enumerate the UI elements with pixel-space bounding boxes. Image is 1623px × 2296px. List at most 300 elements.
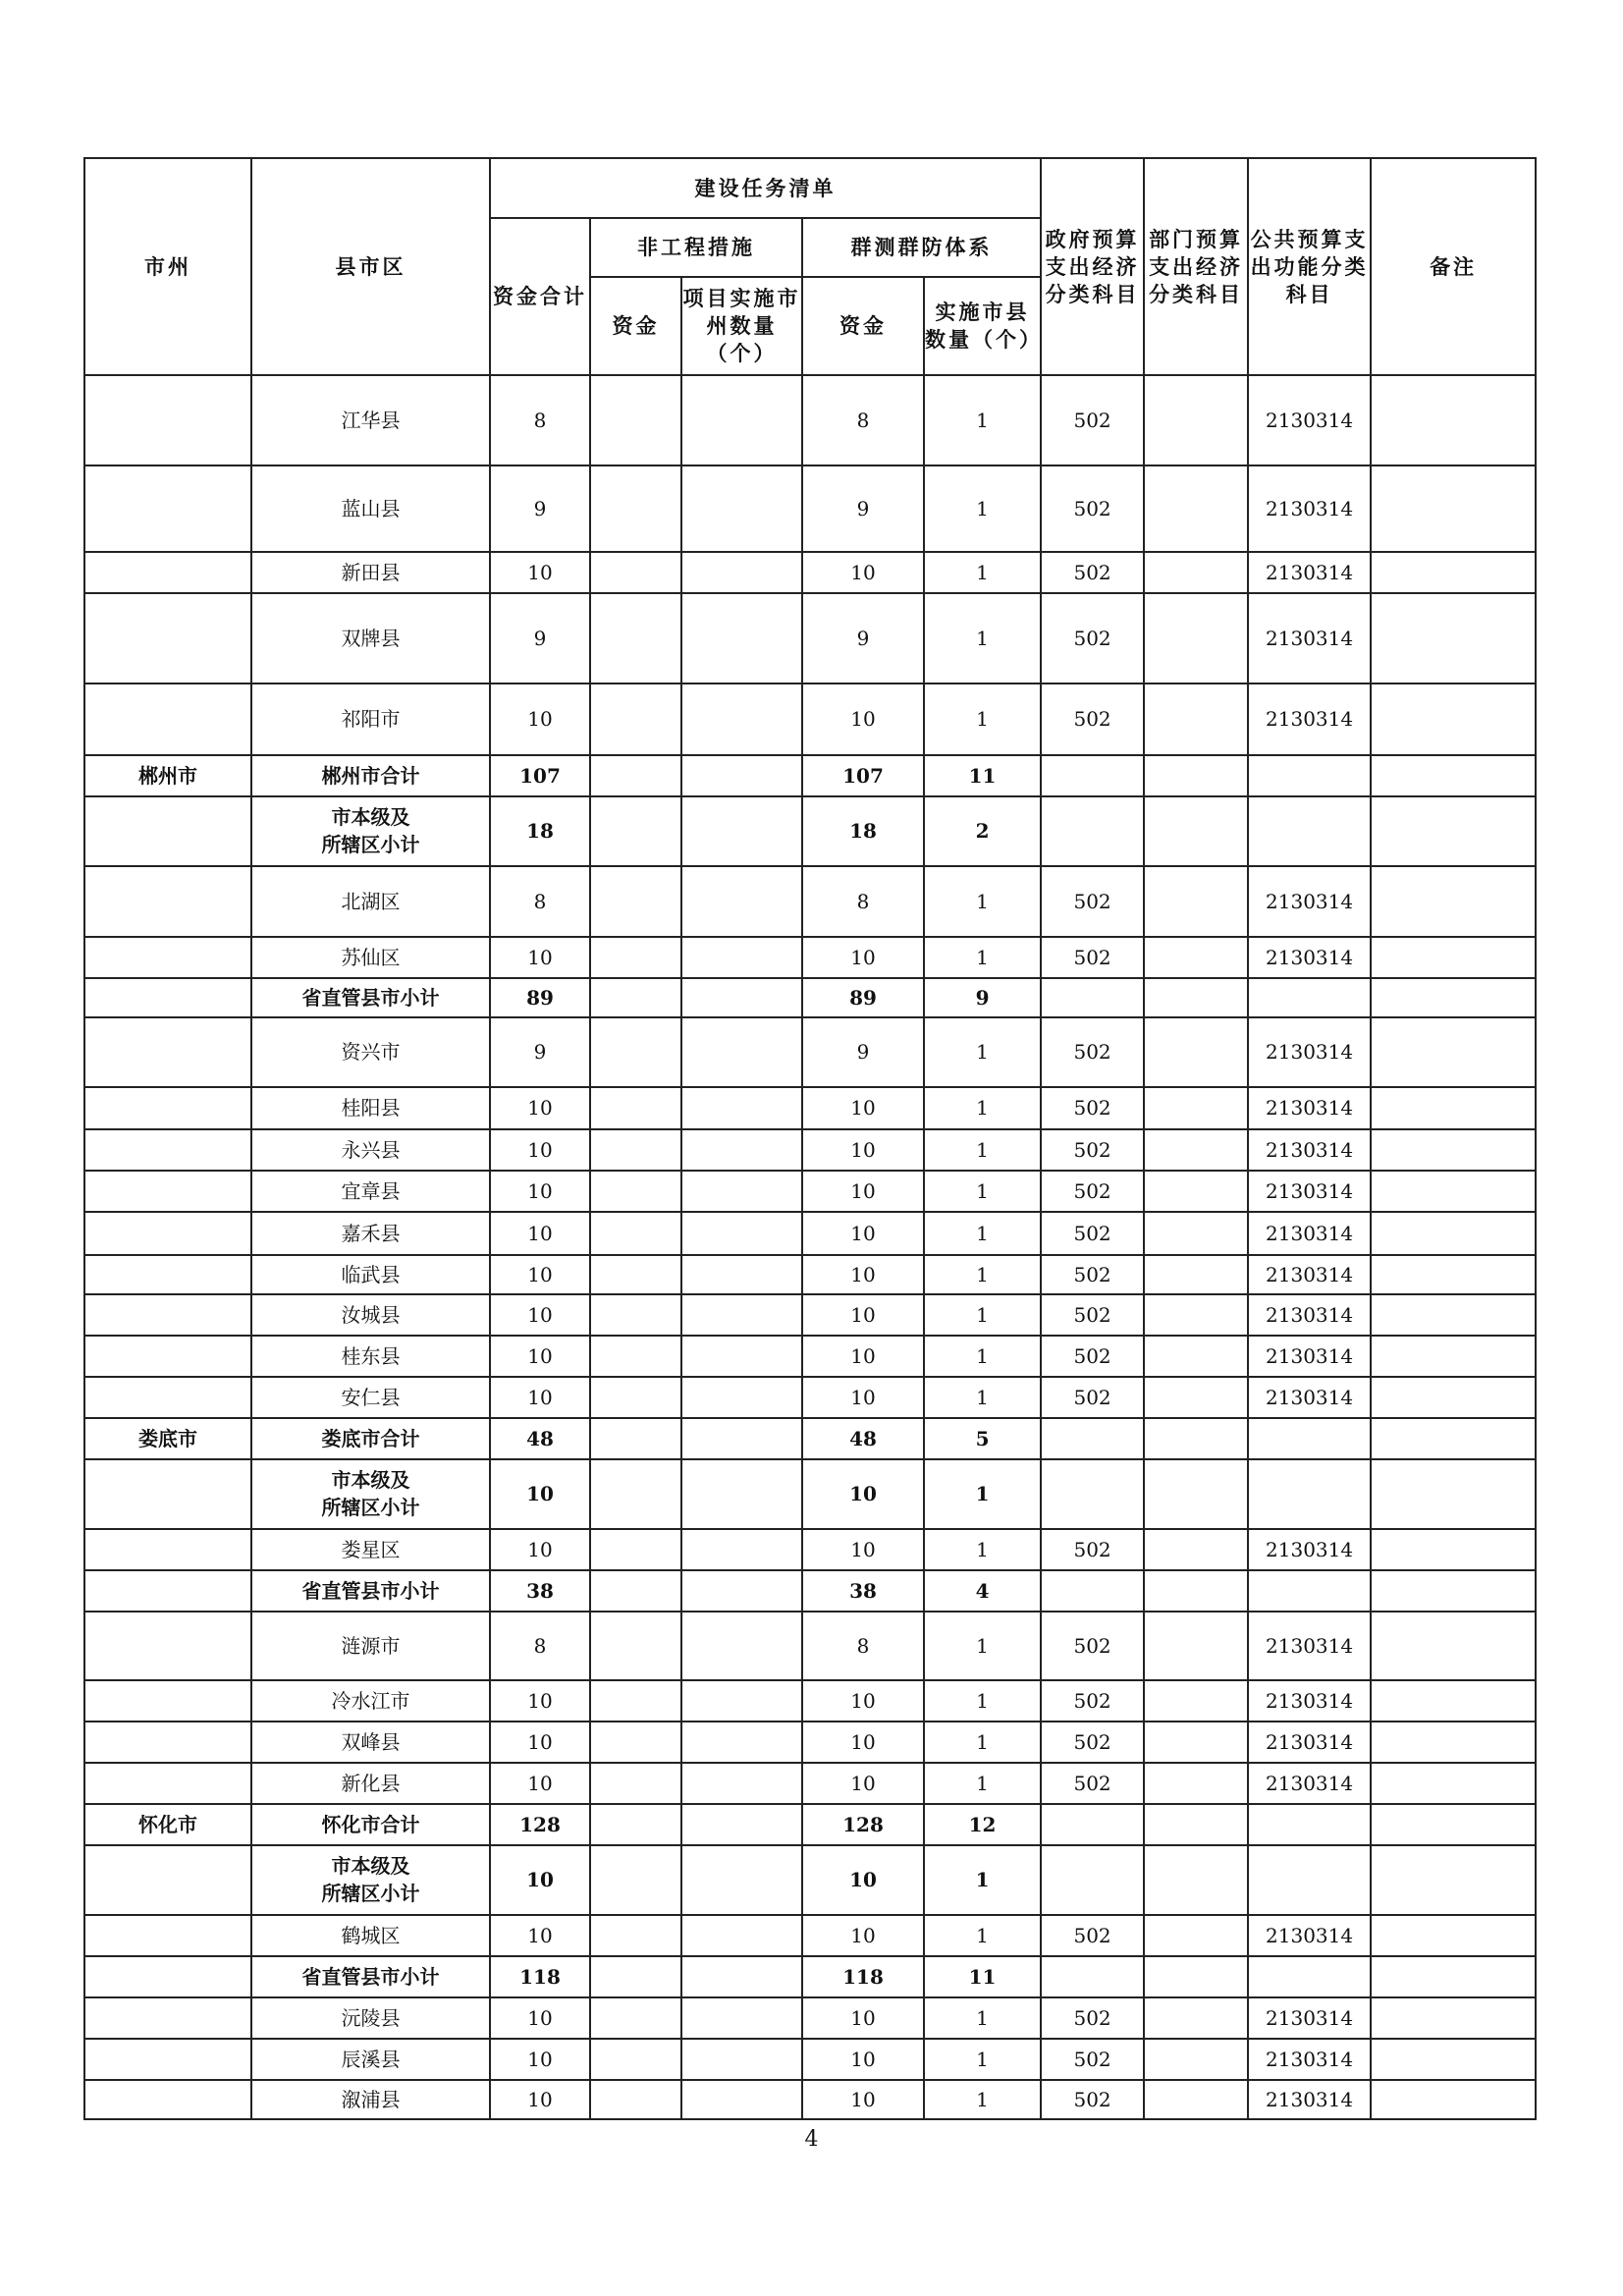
cell-county: 省直管县市小计 bbox=[251, 1570, 490, 1612]
cell-count: 9 bbox=[924, 978, 1041, 1018]
cell-ne-count bbox=[681, 552, 802, 593]
cell-gov: 502 bbox=[1041, 1529, 1144, 1570]
cell-total: 10 bbox=[490, 1336, 590, 1377]
cell-fund: 118 bbox=[802, 1956, 924, 1997]
cell-note bbox=[1371, 1680, 1536, 1722]
cell-total: 10 bbox=[490, 1997, 590, 2039]
cell-func: 2130314 bbox=[1248, 1612, 1371, 1681]
cell-func bbox=[1248, 755, 1371, 796]
cell-gov: 502 bbox=[1041, 593, 1144, 683]
cell-note bbox=[1371, 1129, 1536, 1171]
cell-county: 永兴县 bbox=[251, 1129, 490, 1171]
cell-county: 怀化市合计 bbox=[251, 1804, 490, 1845]
table-row bbox=[84, 1129, 1536, 1171]
table-row bbox=[84, 683, 1536, 756]
table-row bbox=[84, 937, 1536, 978]
cell-city bbox=[84, 465, 251, 553]
cell-total: 8 bbox=[490, 866, 590, 937]
cell-city bbox=[84, 1570, 251, 1612]
cell-gov: 502 bbox=[1041, 2080, 1144, 2120]
cell-note bbox=[1371, 1529, 1536, 1570]
cell-func: 2130314 bbox=[1248, 375, 1371, 465]
cell-county: 桂阳县 bbox=[251, 1087, 490, 1130]
cell-county: 安仁县 bbox=[251, 1377, 490, 1418]
cell-fund: 10 bbox=[802, 937, 924, 978]
cell-dept bbox=[1144, 1845, 1248, 1915]
cell-fund: 10 bbox=[802, 1763, 924, 1804]
cell-gov bbox=[1041, 1459, 1144, 1529]
cell-ne-fund bbox=[590, 1956, 681, 1997]
cell-gov: 502 bbox=[1041, 1129, 1144, 1171]
table-row bbox=[84, 2039, 1536, 2080]
cell-total: 9 bbox=[490, 465, 590, 553]
cell-gov: 502 bbox=[1041, 1294, 1144, 1336]
cell-county: 娄星区 bbox=[251, 1529, 490, 1570]
table-row bbox=[84, 593, 1536, 683]
cell-total: 10 bbox=[490, 1722, 590, 1763]
cell-note bbox=[1371, 552, 1536, 593]
cell-dept bbox=[1144, 1529, 1248, 1570]
table-row bbox=[84, 755, 1536, 796]
cell-dept bbox=[1144, 552, 1248, 593]
cell-county: 双牌县 bbox=[251, 593, 490, 683]
cell-note bbox=[1371, 1336, 1536, 1377]
table-row bbox=[84, 1377, 1536, 1418]
table-row bbox=[84, 1294, 1536, 1336]
cell-fund: 10 bbox=[802, 1255, 924, 1295]
cell-count: 1 bbox=[924, 1294, 1041, 1336]
cell-ne-fund bbox=[590, 1171, 681, 1212]
cell-total: 10 bbox=[490, 683, 590, 756]
cell-dept bbox=[1144, 1459, 1248, 1529]
cell-county: 双峰县 bbox=[251, 1722, 490, 1763]
cell-count: 1 bbox=[924, 1459, 1041, 1529]
cell-gov: 502 bbox=[1041, 1017, 1144, 1087]
cell-gov: 502 bbox=[1041, 465, 1144, 553]
cell-ne-count bbox=[681, 1294, 802, 1336]
cell-city bbox=[84, 2080, 251, 2120]
cell-gov: 502 bbox=[1041, 1377, 1144, 1418]
cell-city: 郴州市 bbox=[84, 755, 251, 796]
cell-gov bbox=[1041, 1570, 1144, 1612]
cell-func: 2130314 bbox=[1248, 866, 1371, 937]
header-fund2: 资金 bbox=[802, 277, 924, 375]
cell-fund: 10 bbox=[802, 1459, 924, 1529]
cell-ne-count bbox=[681, 1418, 802, 1459]
header-dept-econ: 部门预算支出经济分类科目 bbox=[1144, 158, 1248, 375]
cell-ne-fund bbox=[590, 937, 681, 978]
cell-gov: 502 bbox=[1041, 1722, 1144, 1763]
table-row bbox=[84, 1017, 1536, 1087]
cell-ne-fund bbox=[590, 465, 681, 553]
cell-func: 2130314 bbox=[1248, 552, 1371, 593]
table-row bbox=[84, 1845, 1536, 1915]
cell-count: 1 bbox=[924, 1377, 1041, 1418]
cell-county: 新田县 bbox=[251, 552, 490, 593]
cell-ne-count bbox=[681, 2080, 802, 2120]
cell-fund: 9 bbox=[802, 465, 924, 553]
cell-note bbox=[1371, 2039, 1536, 2080]
cell-ne-fund bbox=[590, 796, 681, 866]
cell-city bbox=[84, 1212, 251, 1255]
cell-ne-count bbox=[681, 1377, 802, 1418]
cell-dept bbox=[1144, 1129, 1248, 1171]
cell-city bbox=[84, 683, 251, 756]
table-row bbox=[84, 1336, 1536, 1377]
cell-fund: 10 bbox=[802, 552, 924, 593]
cell-county: 新化县 bbox=[251, 1763, 490, 1804]
cell-count: 1 bbox=[924, 2039, 1041, 2080]
cell-gov: 502 bbox=[1041, 1255, 1144, 1295]
cell-total: 128 bbox=[490, 1804, 590, 1845]
cell-city bbox=[84, 1087, 251, 1130]
cell-func: 2130314 bbox=[1248, 683, 1371, 756]
cell-note bbox=[1371, 1418, 1536, 1459]
cell-dept bbox=[1144, 2039, 1248, 2080]
cell-count: 1 bbox=[924, 593, 1041, 683]
cell-fund: 10 bbox=[802, 1129, 924, 1171]
table-row bbox=[84, 866, 1536, 937]
cell-ne-count bbox=[681, 1915, 802, 1956]
header-city: 市州 bbox=[84, 158, 251, 375]
cell-total: 8 bbox=[490, 1612, 590, 1681]
cell-city bbox=[84, 1459, 251, 1529]
cell-county: 市本级及 所辖区小计 bbox=[251, 1845, 490, 1915]
cell-city bbox=[84, 552, 251, 593]
cell-note bbox=[1371, 1612, 1536, 1681]
cell-func: 2130314 bbox=[1248, 1997, 1371, 2039]
cell-dept bbox=[1144, 1377, 1248, 1418]
table-row bbox=[84, 1612, 1536, 1681]
cell-ne-count bbox=[681, 1529, 802, 1570]
cell-total: 10 bbox=[490, 1529, 590, 1570]
cell-ne-count bbox=[681, 1804, 802, 1845]
cell-fund: 10 bbox=[802, 1997, 924, 2039]
cell-total: 10 bbox=[490, 1212, 590, 1255]
cell-city bbox=[84, 1529, 251, 1570]
cell-gov bbox=[1041, 1845, 1144, 1915]
cell-ne-count bbox=[681, 937, 802, 978]
cell-func: 2130314 bbox=[1248, 1212, 1371, 1255]
cell-dept bbox=[1144, 937, 1248, 978]
cell-ne-count bbox=[681, 1087, 802, 1130]
cell-ne-count bbox=[681, 1763, 802, 1804]
cell-ne-count bbox=[681, 593, 802, 683]
cell-city bbox=[84, 1255, 251, 1295]
cell-note bbox=[1371, 866, 1536, 937]
cell-ne-fund bbox=[590, 593, 681, 683]
cell-ne-fund bbox=[590, 2080, 681, 2120]
cell-total: 107 bbox=[490, 755, 590, 796]
cell-func: 2130314 bbox=[1248, 1722, 1371, 1763]
cell-ne-count bbox=[681, 1255, 802, 1295]
cell-city bbox=[84, 1377, 251, 1418]
cell-func bbox=[1248, 978, 1371, 1018]
cell-city bbox=[84, 1129, 251, 1171]
cell-total: 10 bbox=[490, 1915, 590, 1956]
cell-dept bbox=[1144, 1722, 1248, 1763]
cell-county: 苏仙区 bbox=[251, 937, 490, 978]
cell-count: 12 bbox=[924, 1804, 1041, 1845]
cell-gov: 502 bbox=[1041, 1997, 1144, 2039]
cell-dept bbox=[1144, 1763, 1248, 1804]
cell-note bbox=[1371, 1997, 1536, 2039]
cell-func bbox=[1248, 796, 1371, 866]
cell-count: 1 bbox=[924, 1087, 1041, 1130]
cell-note bbox=[1371, 1017, 1536, 1087]
cell-note bbox=[1371, 465, 1536, 553]
cell-total: 10 bbox=[490, 1680, 590, 1722]
cell-ne-count bbox=[681, 375, 802, 465]
cell-func bbox=[1248, 1459, 1371, 1529]
table-row bbox=[84, 1529, 1536, 1570]
cell-note bbox=[1371, 1459, 1536, 1529]
cell-fund: 10 bbox=[802, 1722, 924, 1763]
cell-city bbox=[84, 593, 251, 683]
cell-city bbox=[84, 796, 251, 866]
cell-ne-count bbox=[681, 1997, 802, 2039]
cell-gov: 502 bbox=[1041, 375, 1144, 465]
cell-city bbox=[84, 1680, 251, 1722]
cell-gov bbox=[1041, 978, 1144, 1018]
cell-total: 10 bbox=[490, 1255, 590, 1295]
cell-county: 资兴市 bbox=[251, 1017, 490, 1087]
cell-dept bbox=[1144, 866, 1248, 937]
header-gov-econ: 政府预算支出经济分类科目 bbox=[1041, 158, 1144, 375]
cell-count: 1 bbox=[924, 1255, 1041, 1295]
cell-note bbox=[1371, 593, 1536, 683]
cell-total: 89 bbox=[490, 978, 590, 1018]
cell-fund: 10 bbox=[802, 1377, 924, 1418]
cell-dept bbox=[1144, 1570, 1248, 1612]
table-row bbox=[84, 1570, 1536, 1612]
cell-func: 2130314 bbox=[1248, 1336, 1371, 1377]
cell-count: 1 bbox=[924, 1845, 1041, 1915]
cell-ne-count bbox=[681, 796, 802, 866]
cell-note bbox=[1371, 1087, 1536, 1130]
cell-fund: 38 bbox=[802, 1570, 924, 1612]
cell-func: 2130314 bbox=[1248, 1255, 1371, 1295]
cell-func bbox=[1248, 1845, 1371, 1915]
cell-count: 4 bbox=[924, 1570, 1041, 1612]
header-remark: 备注 bbox=[1371, 158, 1536, 375]
cell-county: 蓝山县 bbox=[251, 465, 490, 553]
cell-fund: 10 bbox=[802, 1845, 924, 1915]
page-number: 4 bbox=[804, 2127, 819, 2152]
cell-ne-count bbox=[681, 1956, 802, 1997]
cell-gov: 502 bbox=[1041, 1915, 1144, 1956]
cell-count: 1 bbox=[924, 1680, 1041, 1722]
cell-gov: 502 bbox=[1041, 1680, 1144, 1722]
cell-fund: 9 bbox=[802, 593, 924, 683]
cell-gov: 502 bbox=[1041, 552, 1144, 593]
cell-fund: 128 bbox=[802, 1804, 924, 1845]
cell-count: 5 bbox=[924, 1418, 1041, 1459]
cell-city bbox=[84, 1336, 251, 1377]
cell-ne-fund bbox=[590, 1763, 681, 1804]
table-row bbox=[84, 1997, 1536, 2039]
cell-count: 1 bbox=[924, 1017, 1041, 1087]
cell-county: 江华县 bbox=[251, 375, 490, 465]
header-task-list: 建设任务清单 bbox=[490, 158, 1041, 218]
cell-dept bbox=[1144, 1956, 1248, 1997]
cell-gov bbox=[1041, 1956, 1144, 1997]
cell-city bbox=[84, 1845, 251, 1915]
cell-count: 1 bbox=[924, 1915, 1041, 1956]
table-row bbox=[84, 978, 1536, 1018]
cell-dept bbox=[1144, 1171, 1248, 1212]
cell-dept bbox=[1144, 1255, 1248, 1295]
cell-ne-fund bbox=[590, 1915, 681, 1956]
cell-county: 鹤城区 bbox=[251, 1915, 490, 1956]
cell-total: 10 bbox=[490, 1459, 590, 1529]
cell-total: 38 bbox=[490, 1570, 590, 1612]
cell-gov bbox=[1041, 755, 1144, 796]
cell-dept bbox=[1144, 1804, 1248, 1845]
cell-ne-fund bbox=[590, 1418, 681, 1459]
cell-func: 2130314 bbox=[1248, 1087, 1371, 1130]
cell-ne-fund bbox=[590, 755, 681, 796]
header-county: 县市区 bbox=[251, 158, 490, 375]
table-row bbox=[84, 1171, 1536, 1212]
cell-count: 11 bbox=[924, 1956, 1041, 1997]
cell-county: 娄底市合计 bbox=[251, 1418, 490, 1459]
cell-ne-fund bbox=[590, 552, 681, 593]
cell-ne-count bbox=[681, 1212, 802, 1255]
cell-county: 临武县 bbox=[251, 1255, 490, 1295]
cell-fund: 18 bbox=[802, 796, 924, 866]
cell-fund: 10 bbox=[802, 2039, 924, 2080]
cell-ne-count bbox=[681, 1845, 802, 1915]
cell-note bbox=[1371, 796, 1536, 866]
cell-fund: 10 bbox=[802, 1294, 924, 1336]
cell-county: 省直管县市小计 bbox=[251, 1956, 490, 1997]
cell-count: 1 bbox=[924, 1763, 1041, 1804]
cell-func: 2130314 bbox=[1248, 1294, 1371, 1336]
table-row bbox=[84, 1459, 1536, 1529]
cell-ne-fund bbox=[590, 1612, 681, 1681]
cell-ne-count bbox=[681, 1171, 802, 1212]
cell-note bbox=[1371, 1171, 1536, 1212]
cell-gov: 502 bbox=[1041, 1171, 1144, 1212]
cell-note bbox=[1371, 683, 1536, 756]
cell-ne-fund bbox=[590, 1570, 681, 1612]
cell-gov: 502 bbox=[1041, 683, 1144, 756]
cell-total: 10 bbox=[490, 1294, 590, 1336]
cell-func: 2130314 bbox=[1248, 2080, 1371, 2120]
table-row bbox=[84, 1418, 1536, 1459]
cell-note bbox=[1371, 978, 1536, 1018]
cell-total: 10 bbox=[490, 1087, 590, 1130]
cell-county: 辰溪县 bbox=[251, 2039, 490, 2080]
cell-ne-count bbox=[681, 1336, 802, 1377]
cell-city bbox=[84, 1722, 251, 1763]
cell-count: 1 bbox=[924, 1997, 1041, 2039]
cell-func bbox=[1248, 1804, 1371, 1845]
cell-ne-count bbox=[681, 1612, 802, 1681]
cell-fund: 9 bbox=[802, 1017, 924, 1087]
cell-dept bbox=[1144, 1294, 1248, 1336]
cell-note bbox=[1371, 1255, 1536, 1295]
cell-func: 2130314 bbox=[1248, 2039, 1371, 2080]
cell-ne-fund bbox=[590, 1017, 681, 1087]
table-row bbox=[84, 1763, 1536, 1804]
table-row bbox=[84, 1255, 1536, 1295]
cell-ne-count bbox=[681, 1570, 802, 1612]
cell-note bbox=[1371, 1570, 1536, 1612]
cell-total: 10 bbox=[490, 1129, 590, 1171]
cell-dept bbox=[1144, 978, 1248, 1018]
cell-count: 1 bbox=[924, 1212, 1041, 1255]
cell-fund: 10 bbox=[802, 2080, 924, 2120]
cell-note bbox=[1371, 1956, 1536, 1997]
cell-func: 2130314 bbox=[1248, 1377, 1371, 1418]
cell-ne-fund bbox=[590, 978, 681, 1018]
cell-county: 溆浦县 bbox=[251, 2080, 490, 2120]
cell-fund: 10 bbox=[802, 1212, 924, 1255]
cell-county: 沅陵县 bbox=[251, 1997, 490, 2039]
cell-city bbox=[84, 1294, 251, 1336]
cell-note bbox=[1371, 375, 1536, 465]
cell-func: 2130314 bbox=[1248, 1171, 1371, 1212]
table-row bbox=[84, 1804, 1536, 1845]
cell-count: 1 bbox=[924, 1336, 1041, 1377]
header-mass-prevention: 群测群防体系 bbox=[802, 218, 1041, 277]
cell-dept bbox=[1144, 1336, 1248, 1377]
cell-total: 118 bbox=[490, 1956, 590, 1997]
cell-fund: 10 bbox=[802, 1336, 924, 1377]
cell-dept bbox=[1144, 755, 1248, 796]
cell-city bbox=[84, 1956, 251, 1997]
cell-count: 1 bbox=[924, 683, 1041, 756]
cell-fund: 10 bbox=[802, 1529, 924, 1570]
header-county-count: 实施市县数量（个） bbox=[924, 277, 1041, 375]
cell-note bbox=[1371, 1377, 1536, 1418]
cell-city bbox=[84, 978, 251, 1018]
header-project-city-count: 项目实施市州数量（个） bbox=[681, 277, 802, 375]
cell-func: 2130314 bbox=[1248, 1915, 1371, 1956]
cell-func: 2130314 bbox=[1248, 593, 1371, 683]
table-row bbox=[84, 1212, 1536, 1255]
cell-note bbox=[1371, 1915, 1536, 1956]
cell-total: 10 bbox=[490, 1171, 590, 1212]
header-fund: 资金 bbox=[590, 277, 681, 375]
cell-fund: 10 bbox=[802, 1680, 924, 1722]
cell-func bbox=[1248, 1418, 1371, 1459]
cell-func bbox=[1248, 1956, 1371, 1997]
cell-total: 18 bbox=[490, 796, 590, 866]
cell-gov: 502 bbox=[1041, 1612, 1144, 1681]
table-row bbox=[84, 552, 1536, 593]
table-row bbox=[84, 375, 1536, 465]
cell-note bbox=[1371, 1212, 1536, 1255]
cell-func: 2130314 bbox=[1248, 465, 1371, 553]
cell-city bbox=[84, 1997, 251, 2039]
cell-city bbox=[84, 1915, 251, 1956]
header-public-func: 公共预算支出功能分类科目 bbox=[1248, 158, 1371, 375]
cell-gov: 502 bbox=[1041, 1763, 1144, 1804]
cell-dept bbox=[1144, 1212, 1248, 1255]
cell-ne-fund bbox=[590, 683, 681, 756]
cell-ne-count bbox=[681, 1722, 802, 1763]
cell-total: 10 bbox=[490, 937, 590, 978]
cell-total: 48 bbox=[490, 1418, 590, 1459]
cell-ne-fund bbox=[590, 375, 681, 465]
cell-city: 怀化市 bbox=[84, 1804, 251, 1845]
cell-gov bbox=[1041, 1804, 1144, 1845]
cell-county: 汝城县 bbox=[251, 1294, 490, 1336]
cell-city: 娄底市 bbox=[84, 1418, 251, 1459]
